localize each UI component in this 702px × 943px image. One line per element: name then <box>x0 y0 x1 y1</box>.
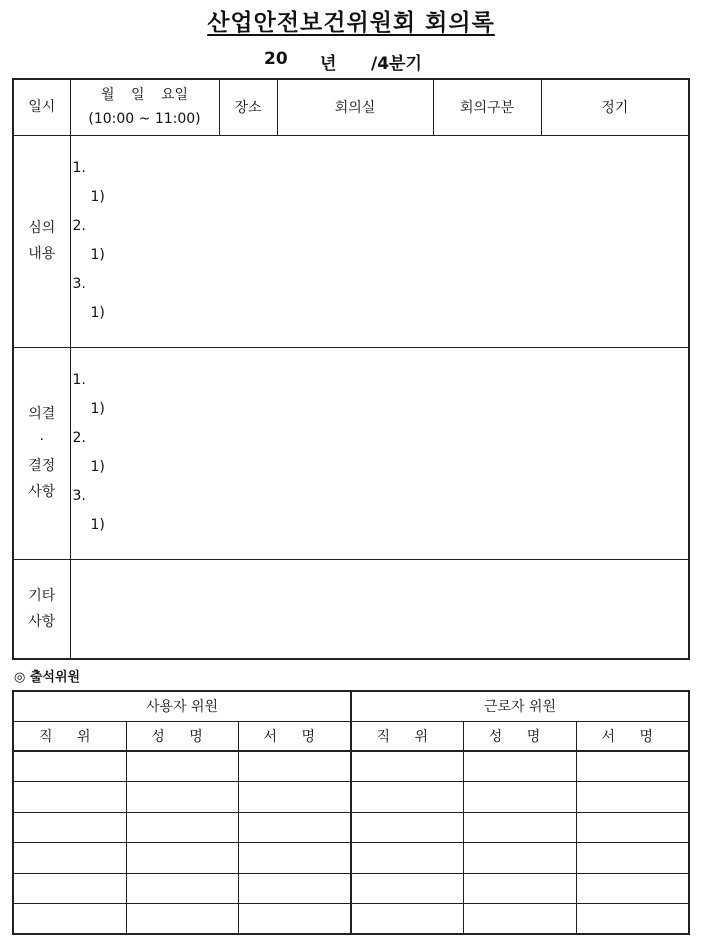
worker-name-cell[interactable] <box>463 782 576 813</box>
column-header-name: 성 명 <box>126 721 238 751</box>
date-time-text: (10:00 ~ 11:00) <box>88 111 201 128</box>
attendance-row <box>13 751 689 782</box>
worker-group-label: 근로자 위원 <box>351 691 689 721</box>
attendance-heading: ◎ 출석위원 <box>14 670 81 685</box>
column-header-position: 직 위 <box>351 721 463 751</box>
worker-position-cell[interactable] <box>351 751 463 782</box>
other-label <box>13 559 70 659</box>
subtitle-quarter: /4분기 <box>371 54 422 74</box>
subtitle-year: 20 <box>264 49 288 69</box>
place-value[interactable]: 회의실 <box>277 79 433 135</box>
attendance-row <box>13 782 689 813</box>
date-cell[interactable] <box>70 79 219 135</box>
employer-signature-cell[interactable] <box>238 782 351 813</box>
worker-signature-cell[interactable] <box>576 904 689 935</box>
deliberation-item-2-sub: 1) <box>90 247 105 263</box>
other-row <box>13 559 689 659</box>
employer-signature-cell[interactable] <box>238 812 351 843</box>
worker-name-cell[interactable] <box>463 904 576 935</box>
attendance-column-header <box>13 721 689 751</box>
employer-signature-cell[interactable] <box>238 873 351 904</box>
meeting-type-label: 회의구분 <box>433 79 541 135</box>
employer-name-cell[interactable] <box>126 751 238 782</box>
worker-position-cell[interactable] <box>351 812 463 843</box>
worker-signature-cell[interactable] <box>576 812 689 843</box>
worker-position-cell[interactable] <box>351 873 463 904</box>
worker-name-cell[interactable] <box>463 751 576 782</box>
employer-position-cell[interactable] <box>13 782 126 813</box>
employer-signature-cell[interactable] <box>238 843 351 874</box>
place-label: 장소 <box>219 79 277 135</box>
deliberation-label <box>13 135 70 347</box>
deliberation-item-2-number: 2. <box>72 218 86 234</box>
resolution-label-line4: 사항 <box>28 484 56 500</box>
date-day-text: 월 일 요일 <box>101 87 188 104</box>
column-header-name: 성 명 <box>463 721 576 751</box>
attendance-row <box>13 904 689 935</box>
attendance-table <box>12 690 690 935</box>
attendance-row <box>13 873 689 904</box>
worker-position-cell[interactable] <box>351 782 463 813</box>
column-header-position: 직 위 <box>13 721 126 751</box>
deliberation-item-1-number: 1. <box>72 160 86 176</box>
deliberation-item-1-sub: 1) <box>90 189 105 205</box>
attendance-row <box>13 843 689 874</box>
employer-signature-cell[interactable] <box>238 751 351 782</box>
resolution-item-1-number: 1. <box>72 372 86 388</box>
resolution-item-3-number: 3. <box>72 488 86 504</box>
employer-name-cell[interactable] <box>126 782 238 813</box>
resolution-row <box>13 347 689 559</box>
employer-name-cell[interactable] <box>126 843 238 874</box>
worker-position-cell[interactable] <box>351 904 463 935</box>
deliberation-content[interactable] <box>70 135 689 347</box>
employer-position-cell[interactable] <box>13 751 126 782</box>
worker-name-cell[interactable] <box>463 873 576 904</box>
resolution-label-line1: 의결 <box>28 406 56 422</box>
deliberation-label-line1: 심의 <box>28 220 56 236</box>
resolution-item-1-sub: 1) <box>90 401 105 417</box>
resolution-label <box>13 347 70 559</box>
resolution-item-3-sub: 1) <box>90 517 105 533</box>
date-label: 일시 <box>13 79 70 135</box>
subtitle-year-unit: 년 <box>320 54 337 74</box>
meeting-type-value[interactable]: 정기 <box>541 79 689 135</box>
worker-name-cell[interactable] <box>463 812 576 843</box>
meeting-info-row <box>13 79 689 135</box>
employer-name-cell[interactable] <box>126 812 238 843</box>
employer-name-cell[interactable] <box>126 873 238 904</box>
employer-position-cell[interactable] <box>13 873 126 904</box>
other-label-line1: 기타 <box>28 587 56 604</box>
other-label-line2: 사항 <box>28 613 56 630</box>
deliberation-item-3-sub: 1) <box>90 305 105 321</box>
worker-position-cell[interactable] <box>351 843 463 874</box>
worker-signature-cell[interactable] <box>576 782 689 813</box>
resolution-label-line2: · <box>39 432 44 448</box>
attendance-row <box>13 812 689 843</box>
worker-signature-cell[interactable] <box>576 751 689 782</box>
deliberation-item-3-number: 3. <box>72 276 86 292</box>
worker-name-cell[interactable] <box>463 843 576 874</box>
resolution-content[interactable] <box>70 347 689 559</box>
deliberation-row <box>13 135 689 347</box>
column-header-signature: 서 명 <box>238 721 351 751</box>
employer-position-cell[interactable] <box>13 904 126 935</box>
deliberation-label-line2: 내용 <box>28 246 56 262</box>
worker-signature-cell[interactable] <box>576 873 689 904</box>
column-header-signature: 서 명 <box>576 721 689 751</box>
employer-group-label: 사용자 위원 <box>13 691 351 721</box>
resolution-label-line3: 결정 <box>28 458 56 474</box>
minutes-table <box>12 78 690 660</box>
other-content[interactable] <box>70 559 689 659</box>
resolution-item-2-number: 2. <box>72 430 86 446</box>
employer-name-cell[interactable] <box>126 904 238 935</box>
resolution-item-2-sub: 1) <box>90 459 105 475</box>
employer-position-cell[interactable] <box>13 843 126 874</box>
employer-signature-cell[interactable] <box>238 904 351 935</box>
document-title: 산업안전보건위원회 회의록 <box>207 10 495 36</box>
attendance-group-header <box>13 691 689 721</box>
worker-signature-cell[interactable] <box>576 843 689 874</box>
employer-position-cell[interactable] <box>13 812 126 843</box>
